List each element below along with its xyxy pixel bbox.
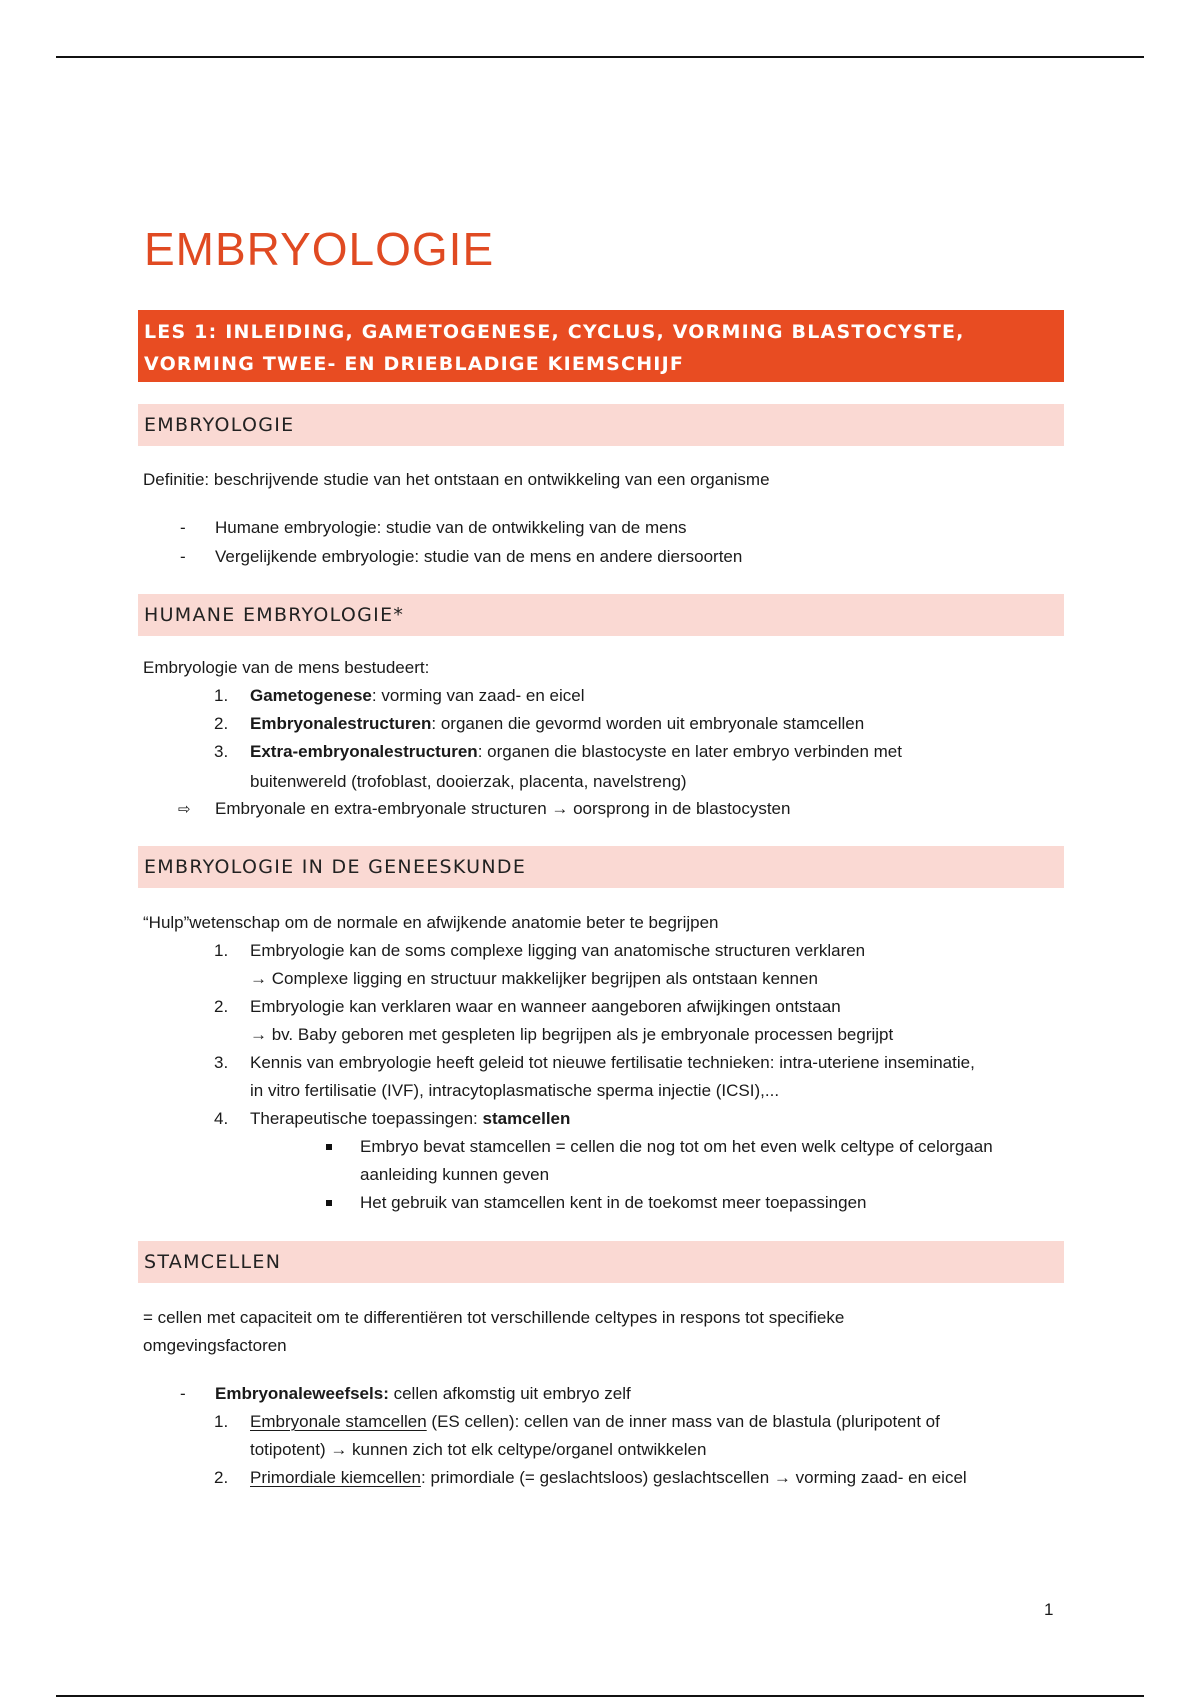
list-item: Embryologie kan de soms complexe ligging van anatomische structuren verklaren	[250, 941, 866, 960]
bullet-dash: -	[180, 1384, 186, 1403]
list-number: 1.	[214, 1412, 229, 1431]
list-number: 1.	[214, 941, 229, 960]
list-item: Embryonale stamcellen (ES cellen): cellen van de inner mass van de blastula (pluripotent of	[250, 1412, 940, 1431]
sub-list-item-continuation: aanleiding kunnen geven	[360, 1165, 550, 1184]
footer-rule	[56, 1695, 1144, 1697]
square-bullet-icon	[326, 1144, 332, 1150]
lesson-title-line-2: VORMING TWEE- EN DRIEBLADIGE KIEMSCHIJF	[144, 353, 685, 375]
sub-list-item: Embryo bevat stamcellen = cellen die nog tot om het even welk celtype of celorgaan	[360, 1137, 993, 1156]
list-item: Embryonaleweefsels: cellen afkomstig uit embryo zelf	[215, 1384, 631, 1403]
list-number: 1.	[214, 686, 229, 705]
document-title: EMBRYOLOGIE	[144, 223, 495, 275]
bullet-dash: -	[180, 518, 186, 537]
list-item-continuation: → Complexe ligging en structuur makkelijker begrijpen als ontstaan kennen	[250, 969, 818, 988]
lesson-title-line-1: LES 1: INLEIDING, GAMETOGENESE, CYCLUS, VORMING BLASTOCYSTE,	[144, 321, 965, 343]
list-number: 2.	[214, 1468, 229, 1487]
list-item-continuation: in vitro fertilisatie (IVF), intracytoplasmatische sperma injectie (ICSI),...	[250, 1081, 780, 1100]
list-item-continuation: totipotent) → kunnen zich tot elk celtype/organel ontwikkelen	[250, 1440, 707, 1459]
lesson-banner	[138, 310, 1064, 382]
definition-text: Definitie: beschrijvende studie van het ontstaan en ontwikkeling van een organisme	[143, 470, 770, 489]
section-heading-embryologie: EMBRYOLOGIE	[138, 404, 1064, 446]
list-item: Kennis van embryologie heeft geleid tot nieuwe fertilisatie technieken: intra-uteriene inseminatie,	[250, 1053, 975, 1072]
list-item: Gametogenese: vorming van zaad- en eicel	[250, 686, 585, 705]
list-item: Vergelijkende embryologie: studie van de mens en andere diersoorten	[215, 547, 743, 566]
section-intro: Embryologie van de mens bestudeert:	[143, 658, 430, 677]
section-heading-stamcellen: STAMCELLEN	[138, 1241, 1064, 1283]
section-heading-geneeskunde: EMBRYOLOGIE IN DE GENEESKUNDE	[138, 846, 1064, 888]
definition-text: = cellen met capaciteit om te differentiëren tot verschillende celtypes in respons tot specifieke	[143, 1308, 845, 1327]
section-heading-humane-embryologie: HUMANE EMBRYOLOGIE*	[138, 594, 1064, 636]
list-item: Primordiale kiemcellen: primordiale (= geslachtsloos) geslachtscellen → vorming zaad- en eicel	[250, 1468, 967, 1487]
page-number: 1	[1044, 1600, 1054, 1619]
list-number: 4.	[214, 1109, 229, 1128]
arrow-bullet-icon: ⇨	[178, 800, 191, 818]
list-item: Therapeutische toepassingen: stamcellen	[250, 1109, 571, 1128]
list-item: Embryologie kan verklaren waar en wanneer aangeboren afwijkingen ontstaan	[250, 997, 841, 1016]
list-number: 3.	[214, 742, 229, 761]
list-item-continuation: buitenwereld (trofoblast, dooierzak, placenta, navelstreng)	[250, 772, 687, 791]
definition-text-continuation: omgevingsfactoren	[143, 1336, 287, 1355]
bullet-dash: -	[180, 547, 186, 566]
list-item: Extra-embryonalestructuren: organen die blastocyste en later embryo verbinden met	[250, 742, 902, 761]
sub-list-item: Het gebruik van stamcellen kent in de toekomst meer toepassingen	[360, 1193, 867, 1212]
list-number: 3.	[214, 1053, 229, 1072]
list-item: Embryonalestructuren: organen die gevormd worden uit embryonale stamcellen	[250, 714, 865, 733]
header-rule	[56, 56, 1144, 58]
list-number: 2.	[214, 714, 229, 733]
list-number: 2.	[214, 997, 229, 1016]
conclusion-text: Embryonale en extra-embryonale structuren → oorsprong in de blastocysten	[215, 799, 791, 818]
list-item-continuation: → bv. Baby geboren met gespleten lip begrijpen als je embryonale processen begrijpt	[250, 1025, 894, 1044]
list-item: Humane embryologie: studie van de ontwikkeling van de mens	[215, 518, 687, 537]
square-bullet-icon	[326, 1200, 332, 1206]
section-intro: “Hulp”wetenschap om de normale en afwijkende anatomie beter te begrijpen	[143, 913, 719, 932]
